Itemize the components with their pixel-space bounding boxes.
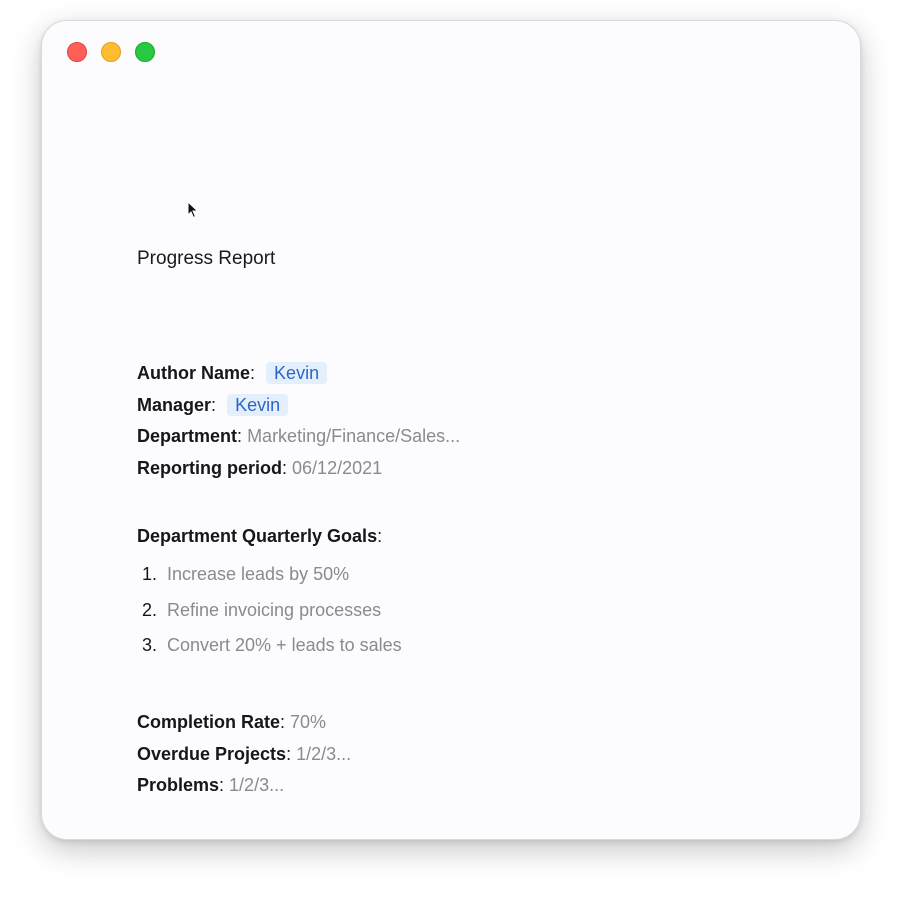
goals-heading[interactable]: Department Quarterly Goals: (137, 526, 383, 546)
list-item-number: 3. (142, 635, 158, 655)
manager-label: Manager (137, 394, 212, 415)
goals-label: Department Quarterly Goals (137, 526, 378, 546)
problems-value: 1/2/3... (229, 775, 285, 795)
author-mention[interactable]: Kevin (266, 362, 327, 384)
reporting-period-row[interactable]: Reporting period: 06/12/2021 (137, 457, 383, 478)
author-row[interactable]: Author Name: Kevin (137, 358, 460, 390)
list-item[interactable] (142, 629, 402, 665)
department-value: Marketing/Finance/Sales... (247, 426, 461, 446)
problems-row[interactable]: Problems: 1/2/3... (137, 775, 285, 795)
goals-list (142, 558, 402, 665)
list-item-text: Convert 20% + leads to sales (167, 635, 402, 655)
window-controls (67, 42, 155, 62)
list-item-text: Refine invoicing processes (167, 599, 382, 620)
list-item-text: Increase leads by 50% (167, 564, 350, 584)
reporting-period-label: Reporting period (137, 457, 282, 478)
list-item[interactable] (142, 558, 402, 594)
report-fields (137, 358, 460, 484)
department-row[interactable]: Department: Marketing/Finance/Sales... (137, 426, 461, 446)
app-window (41, 20, 861, 840)
minimize-icon[interactable] (101, 42, 121, 62)
document-title[interactable]: Progress Report (137, 248, 276, 269)
list-item[interactable] (142, 594, 402, 630)
overdue-projects-value: 1/2/3... (296, 743, 352, 764)
reporting-period-value: 06/12/2021 (292, 457, 383, 478)
completion-rate-value: 70% (290, 712, 327, 732)
department-label: Department (137, 426, 238, 446)
list-item-number: 2. (142, 599, 158, 620)
manager-row[interactable]: Manager: Kevin (137, 390, 460, 422)
problems-label: Problems (137, 775, 220, 795)
overdue-projects-row[interactable]: Overdue Projects: 1/2/3... (137, 743, 352, 764)
zoom-icon[interactable] (135, 42, 155, 62)
overdue-projects-label: Overdue Projects (137, 743, 287, 764)
mouse-pointer-icon (187, 201, 199, 219)
completion-rate-label: Completion Rate (137, 712, 281, 732)
close-icon[interactable] (67, 42, 87, 62)
report-stats (137, 707, 351, 802)
author-label: Author Name (137, 363, 251, 383)
manager-mention[interactable]: Kevin (227, 394, 288, 416)
list-item-number: 1. (142, 564, 158, 584)
completion-rate-row[interactable]: Completion Rate: 70% (137, 712, 327, 732)
